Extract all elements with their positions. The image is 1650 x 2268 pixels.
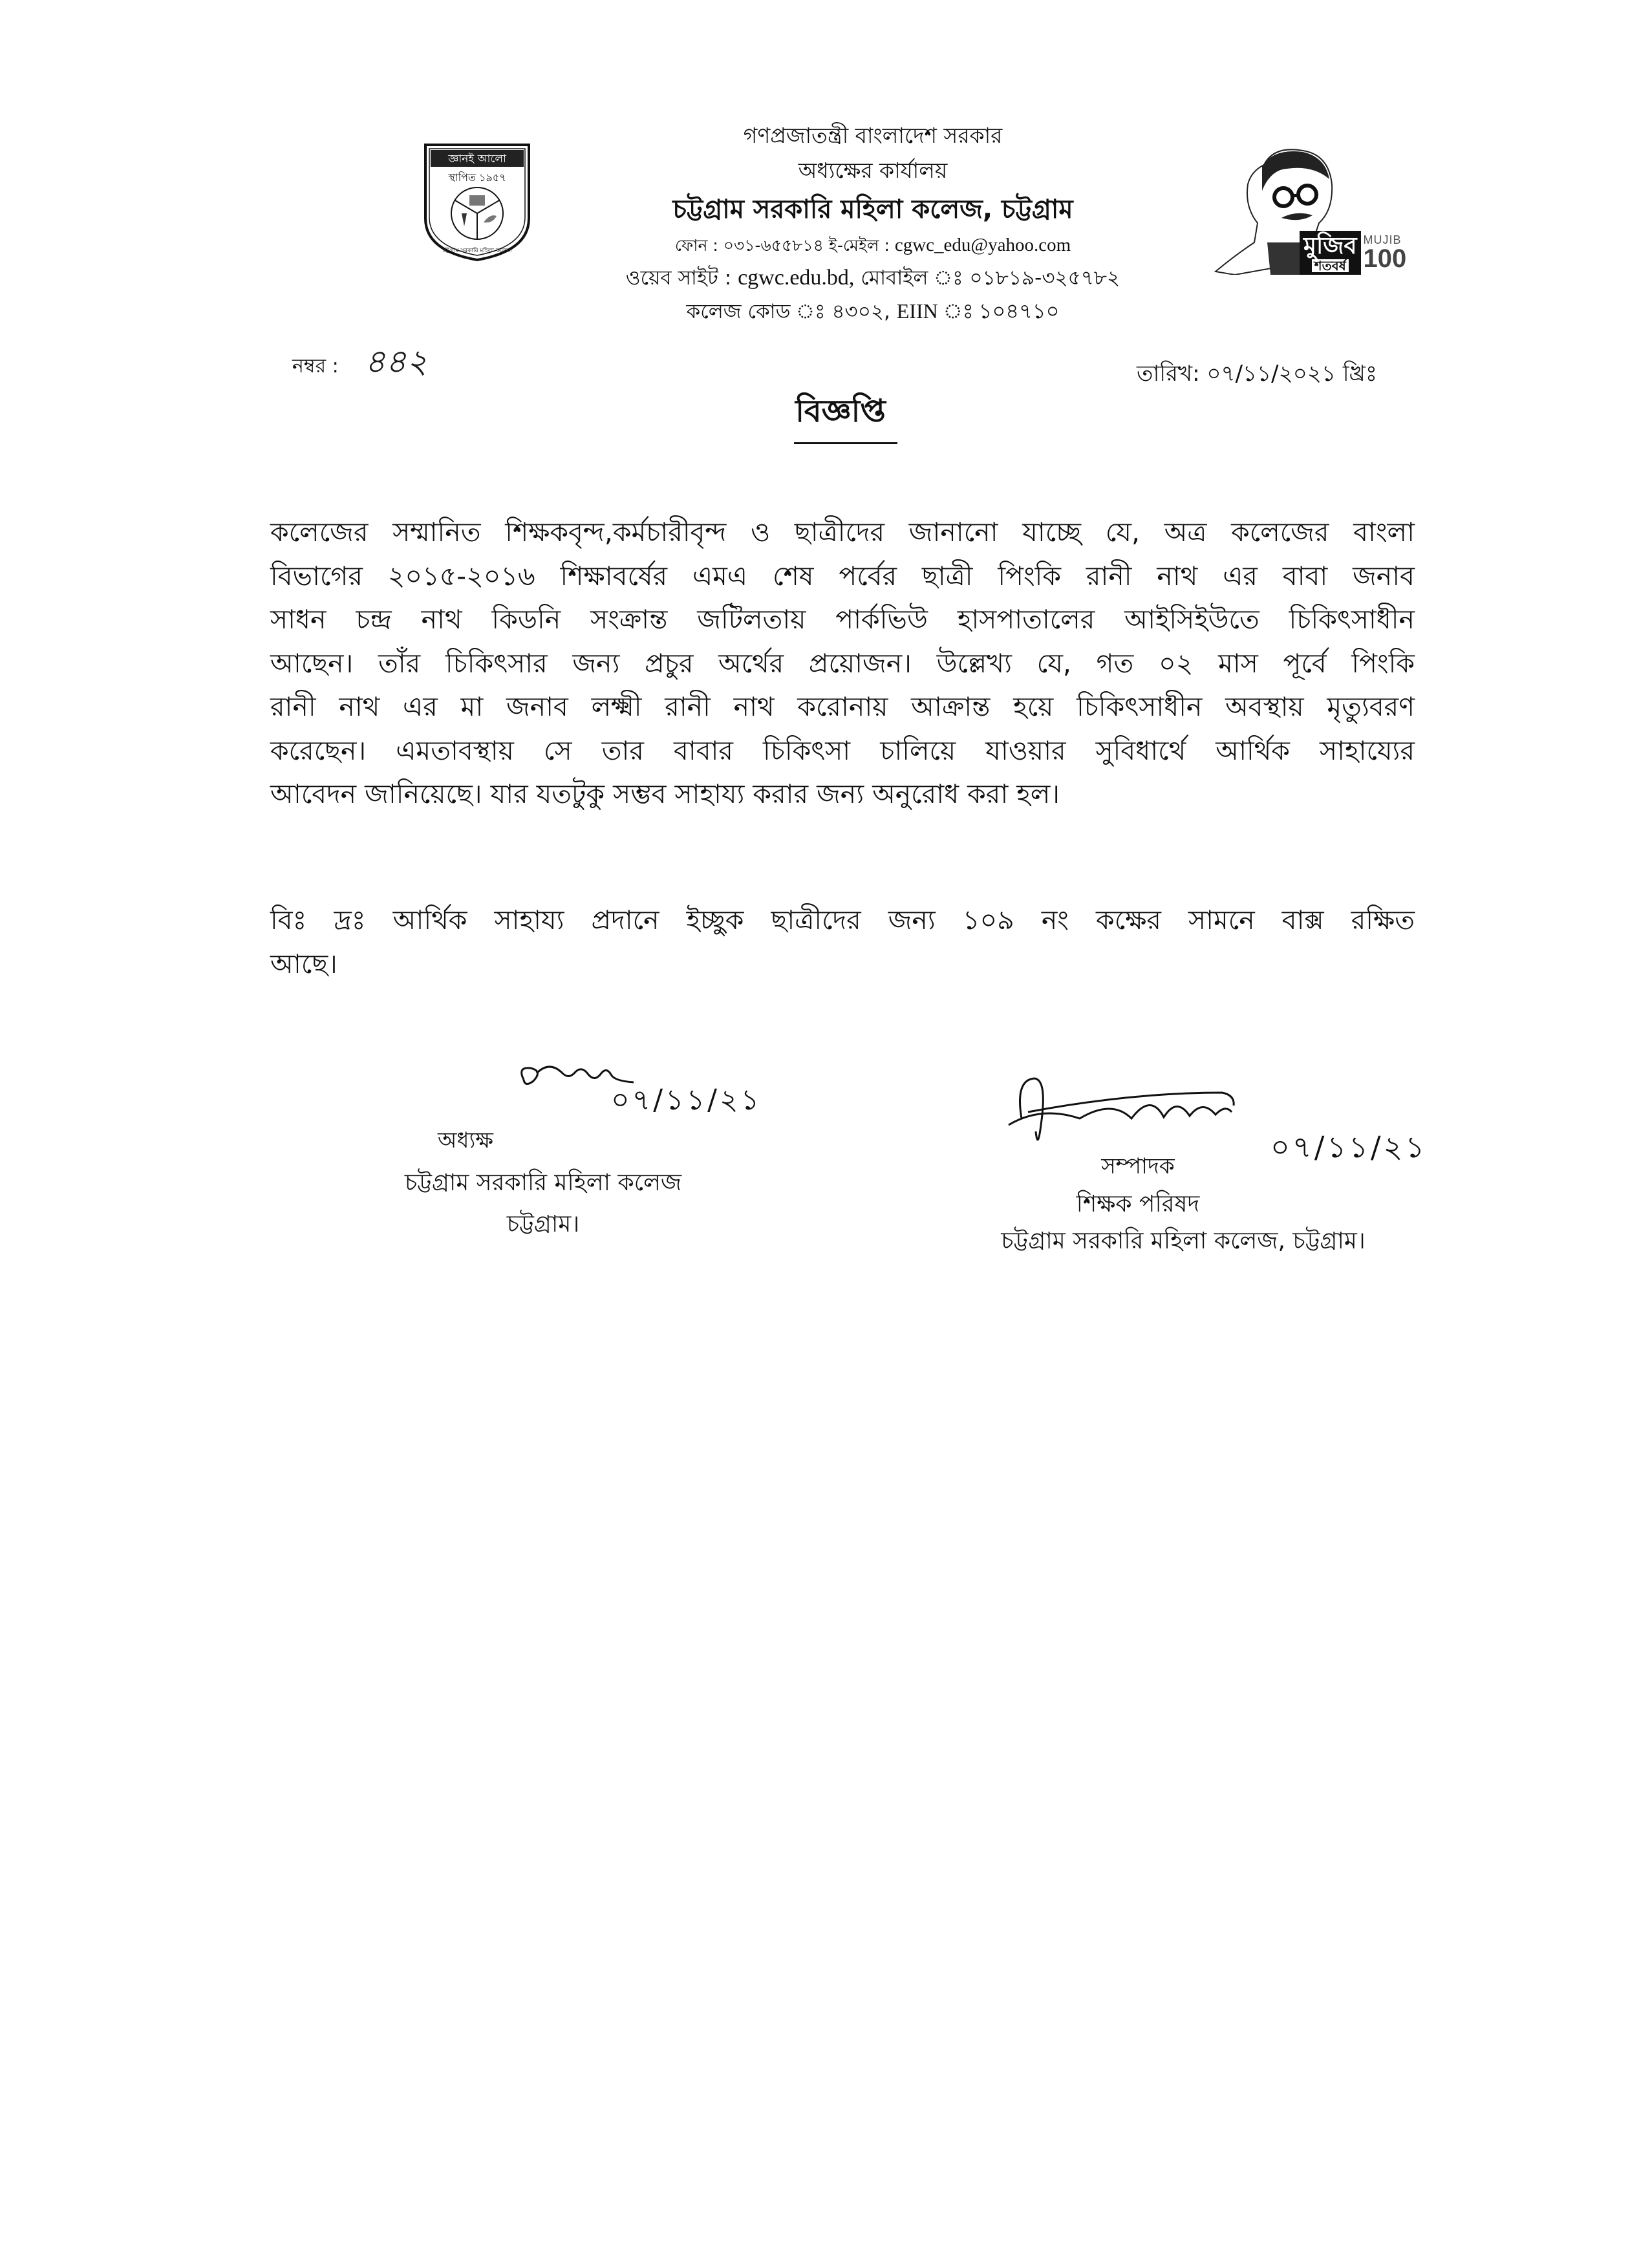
principal-designation: অধ্যক্ষ bbox=[438, 1128, 493, 1153]
body-line: সাধন চন্দ্র নাথ কিডনি সংক্রান্ত জটিলতায় পার্কভিউ হাসপাতালের আইসিইউতে চিকিৎসাধীন bbox=[270, 604, 1415, 635]
office-name: অধ্যক্ষের কার্যালয় bbox=[798, 158, 948, 183]
signatory-principal bbox=[362, 1054, 762, 1274]
secretary-designation: সম্পাদক bbox=[1101, 1153, 1175, 1179]
signatory-secretary bbox=[944, 1054, 1435, 1274]
crest-established: স্থাপিত ১৯৫৭ bbox=[448, 171, 506, 184]
body-line: বিভাগের ২০১৫-২০১৬ শিক্ষাবর্ষের এমএ শেষ পর্বের ছাত্রী পিংকি রানী নাথ এর বাবা জনাব bbox=[270, 560, 1415, 592]
memo-number-label: নম্বর : bbox=[292, 355, 339, 378]
college-code-line bbox=[550, 299, 1196, 331]
contact-line-web-mobile bbox=[550, 265, 1196, 299]
memo-number bbox=[292, 337, 427, 391]
principal-city: চট্টগ্রাম। bbox=[506, 1211, 580, 1237]
memo-number-value: ৪৪২ bbox=[364, 343, 428, 380]
body-line: আছেন। তাঁর চিকিৎসার জন্য প্রচুর অর্থের প্রয়োজন। উল্লেখ্য যে, গত ০২ মাস পূর্বে পিংকি bbox=[270, 647, 1415, 679]
mujib-en-wordmark bbox=[1364, 231, 1407, 275]
body-line: কলেজের সম্মানিত শিক্ষকবৃন্দ,কর্মচারীবৃন্দ ও ছাত্রীদের জানানো যাচ্ছে যে, অত্র কলেজের বাংলা bbox=[270, 517, 1415, 548]
mujib-100-wordmark bbox=[1300, 231, 1406, 275]
website-link[interactable]: cgwc.edu.bd, bbox=[738, 266, 855, 290]
mujib-en-big: 100 bbox=[1363, 244, 1407, 273]
mobile-number: মোবাইল ঃ ০১৮১৯-৩২৫৭৮২ bbox=[861, 266, 1120, 290]
phone-label: ফোন : ০৩১-৬৫৫৮১৪ ই-মেইল : bbox=[674, 236, 890, 255]
college-crest-logo bbox=[422, 141, 533, 262]
crest-motto: জ্ঞানই আলো bbox=[448, 153, 506, 166]
postscript-line: বিঃ দ্রঃ আর্থিক সাহায্য প্রদানে ইচ্ছুক ছাত্রীদের জন্য ১০৯ নং কক্ষের সামনে বাক্স রক্ষিত bbox=[270, 904, 1415, 936]
body-line: করেছেন। এমতাবস্থায় সে তার বাবার চিকিৎসা চালিয়ে যাওয়ার সুবিধার্থে আর্থিক সাহায্যের bbox=[270, 734, 1415, 766]
crest-name: চট্টগ্রাম সরকারি মহিলা কলেজ bbox=[442, 248, 512, 254]
teachers-council: শিক্ষক পরিষদ bbox=[1076, 1191, 1200, 1217]
secretary-signature bbox=[1002, 1067, 1261, 1151]
contact-line-phone-email bbox=[550, 234, 1196, 265]
college-name: চট্টগ্রাম সরকারি মহিলা কলেজ, চট্টগ্রাম bbox=[672, 195, 1073, 224]
secretary-sign-date: ০৭/১১/২১ bbox=[1270, 1129, 1428, 1164]
title-underline bbox=[794, 442, 897, 444]
notice-postscript bbox=[270, 899, 1415, 986]
mujib-bn-sub: শতবর্ষ bbox=[1312, 259, 1349, 272]
email-link[interactable]: cgwc_edu@yahoo.com bbox=[894, 235, 1071, 255]
website-label: ওয়েব সাইট : bbox=[625, 266, 732, 290]
body-line: আবেদন জানিয়েছে। যার যতটুকু সম্ভব সাহায্য করার জন্য অনুরোধ করা হল। bbox=[270, 778, 1060, 809]
mujib-bn-title: মুজিব bbox=[1303, 233, 1357, 259]
notice-title: বিজ্ঞপ্তি bbox=[795, 393, 886, 429]
mujib-en-top: MUJIB bbox=[1363, 233, 1402, 246]
principal-sign-date: ০৭/১১/২১ bbox=[611, 1084, 762, 1117]
principal-organization: চট্টগ্রাম সরকারি মহিলা কলেজ bbox=[404, 1170, 682, 1196]
college-code: কলেজ কোড ঃ ৪৩০২, bbox=[686, 300, 890, 323]
notice-date: তারিখ: ০৭/১১/২০২১ খ্রিঃ bbox=[1137, 361, 1377, 387]
notice-body bbox=[270, 511, 1415, 817]
postscript-line: আছে। bbox=[270, 948, 338, 979]
eiin-number: EIIN ঃ ১০৪৭১০ bbox=[896, 299, 1060, 323]
letterhead bbox=[550, 123, 1196, 331]
mujib-bn-wordmark bbox=[1300, 231, 1361, 275]
secretary-organization: চট্টগ্রাম সরকারি মহিলা কলেজ, চট্টগ্রাম। bbox=[1001, 1228, 1366, 1254]
body-line: রানী নাথ এর মা জনাব লক্ষ্মী রানী নাথ করোনায় আক্রান্ত হয়ে চিকিৎসাধীন অবস্থায় মৃত্যুবরণ bbox=[270, 691, 1415, 722]
government-name: গণপ্রজাতন্ত্রী বাংলাদেশ সরকার bbox=[743, 123, 1003, 148]
